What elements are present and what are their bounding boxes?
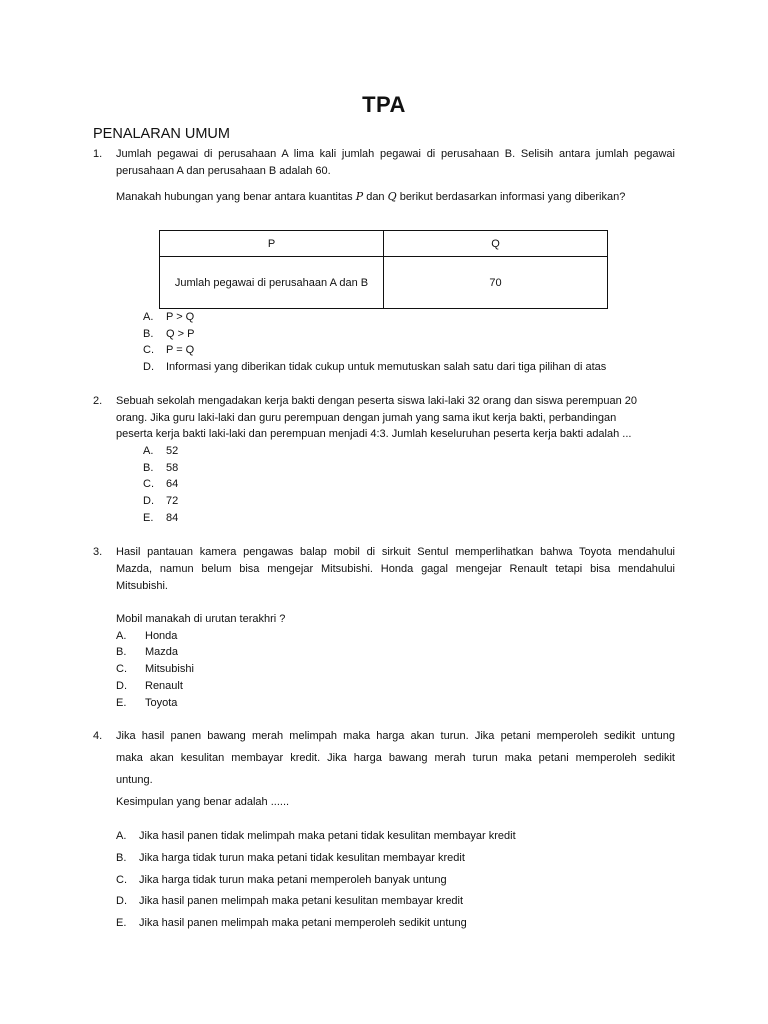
q2-option-c-label: C. bbox=[143, 478, 154, 490]
q4-option-a-text: Jika hasil panen tidak melimpah maka petani tidak kesulitan membayar kredit bbox=[139, 830, 516, 842]
section-heading: PENALARAN UMUM bbox=[93, 126, 230, 142]
q3-option-c-text: Mitsubishi bbox=[145, 663, 194, 675]
comparison-table bbox=[159, 230, 608, 309]
question-4-number: 4. bbox=[93, 730, 103, 742]
q3-option-d-label: D. bbox=[116, 680, 127, 692]
question-3-line-2: Mazda, namun belum bisa mengejar Mitsubishi. Honda gagal mengejar Renault tetapi bisa mendahului bbox=[116, 563, 675, 575]
q3-option-c-label: C. bbox=[116, 663, 127, 675]
q2-option-b-label: B. bbox=[143, 462, 154, 474]
question-4-question: Kesimpulan yang benar adalah ...... bbox=[116, 796, 290, 808]
q3-option-e-text: Toyota bbox=[145, 697, 178, 709]
q3-option-a-text: Honda bbox=[145, 630, 178, 642]
question-4-line-1: Jika hasil panen bawang merah melimpah maka harga akan turun. Jika petani memperoleh sedikit untung bbox=[116, 730, 675, 742]
q2-option-d-text: 72 bbox=[166, 495, 179, 507]
q3-option-b-text: Mazda bbox=[145, 646, 179, 658]
q1-option-a-label: A. bbox=[143, 311, 154, 323]
q4-option-d-label: D. bbox=[116, 895, 127, 907]
question-2-number: 2. bbox=[93, 395, 103, 407]
table-cell-q: 70 bbox=[384, 257, 608, 309]
q4-option-d-text: Jika hasil panen melimpah maka petani kesulitan membayar kredit bbox=[139, 895, 464, 907]
q2-option-e-label: E. bbox=[143, 512, 154, 524]
q2-option-a-label: A. bbox=[143, 445, 154, 457]
q4-option-c-label: C. bbox=[116, 874, 127, 886]
q2-option-e-text: 84 bbox=[166, 512, 179, 524]
prompt-part-1: Manakah hubungan yang benar antara kuantitas bbox=[116, 191, 356, 203]
question-3-line-1: Hasil pantauan kamera pengawas balap mobil di sirkuit Sentul memperlihatkan bahwa Toyota mendahului bbox=[116, 546, 675, 558]
question-3-question: Mobil manakah di urutan terakhri ? bbox=[116, 613, 286, 625]
variable-p: P bbox=[355, 190, 364, 203]
question-3-number: 3. bbox=[93, 546, 103, 558]
q1-option-b-label: B. bbox=[143, 328, 154, 340]
question-4-line-2: maka akan kesulitan membayar kredit. Jika harga bawang merah turun maka petani memperoleh sedikit bbox=[116, 752, 675, 764]
question-4-line-3: untung. bbox=[116, 774, 153, 786]
question-2-line-1: Sebuah sekolah mengadakan kerja bakti dengan peserta siswa laki-laki 32 orang dan siswa perempuan 20 bbox=[116, 395, 637, 407]
q2-option-c-text: 64 bbox=[166, 478, 179, 490]
q2-option-a-text: 52 bbox=[166, 445, 179, 457]
q1-option-c-text: P = Q bbox=[166, 344, 195, 356]
table-row bbox=[160, 257, 608, 309]
question-1-number: 1. bbox=[93, 148, 103, 160]
q4-option-b-label: B. bbox=[116, 852, 127, 864]
variable-q: Q bbox=[387, 190, 397, 203]
question-2-line-2: orang. Jika guru laki-laki dan guru perempuan dengan jumah yang sama ikut kerja bakti, perbandingan bbox=[116, 412, 617, 424]
q1-option-c-label: C. bbox=[143, 344, 154, 356]
q3-option-b-label: B. bbox=[116, 646, 127, 658]
q2-option-b-text: 58 bbox=[166, 462, 179, 474]
prompt-part-2: dan bbox=[363, 191, 388, 203]
prompt-part-3: berikut berdasarkan informasi yang diberikan? bbox=[396, 191, 626, 203]
q1-option-b-text: Q > P bbox=[166, 328, 195, 340]
q1-option-d-text: Informasi yang diberikan tidak cukup untuk memutuskan salah satu dari tiga pilihan di atas bbox=[166, 361, 607, 373]
q4-option-e-text: Jika hasil panen melimpah maka petani memperoleh sedikit untung bbox=[139, 917, 467, 929]
table-header-q: Q bbox=[384, 231, 608, 257]
q1-option-a-text: P > Q bbox=[166, 311, 195, 323]
q3-option-a-label: A. bbox=[116, 630, 127, 642]
q3-option-d-text: Renault bbox=[145, 680, 183, 692]
q1-option-d-label: D. bbox=[143, 361, 154, 373]
q4-option-e-label: E. bbox=[116, 917, 127, 929]
q2-option-d-label: D. bbox=[143, 495, 154, 507]
q4-option-b-text: Jika harga tidak turun maka petani tidak kesulitan membayar kredit bbox=[139, 852, 465, 864]
question-1-line-1: Jumlah pegawai di perusahaan A lima kali jumlah pegawai di perusahaan B. Selisih antara jumlah pegawai bbox=[116, 148, 675, 160]
question-1-line-2: perusahaan A dan perusahaan B adalah 60. bbox=[116, 165, 331, 177]
q3-option-e-label: E. bbox=[116, 697, 127, 709]
q4-option-a-label: A. bbox=[116, 830, 127, 842]
question-3-line-3: Mitsubishi. bbox=[116, 580, 168, 592]
page-title: TPA bbox=[362, 92, 406, 117]
question-1-prompt bbox=[116, 190, 625, 203]
table-cell-p: Jumlah pegawai di perusahaan A dan B bbox=[160, 257, 384, 309]
table-header-row bbox=[160, 231, 608, 257]
table-header-p: P bbox=[160, 231, 384, 257]
q4-option-c-text: Jika harga tidak turun maka petani memperoleh banyak untung bbox=[139, 874, 447, 886]
question-2-line-3: peserta kerja bakti laki-laki dan perempuan menjadi 4:3. Jumlah keseluruhan peserta kerja bakti adalah ... bbox=[116, 428, 632, 440]
